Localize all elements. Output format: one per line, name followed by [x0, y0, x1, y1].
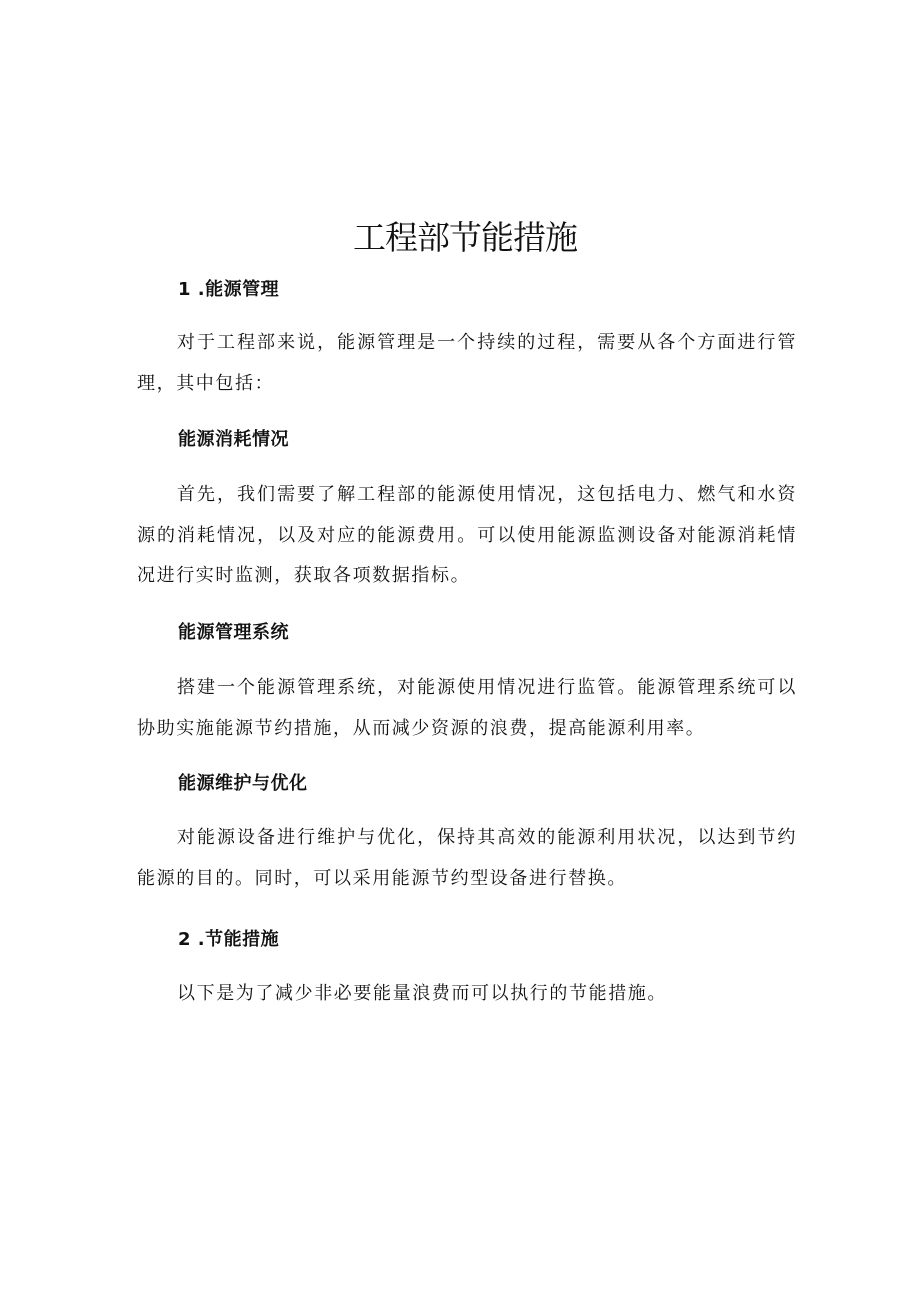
paragraph-energy-management-system: 搭建一个能源管理系统，对能源使用情况进行监管。能源管理系统可以协助实施能源节约措施，从而减少资源的浪费，提高能源利用率。: [137, 677, 797, 739]
subheading-energy-consumption: 能源消耗情况: [178, 429, 289, 450]
paragraph-energy-saving-measures: 以下是为了减少非必要能量浪费而可以执行的节能措施。: [177, 983, 667, 1004]
section-heading-energy-management: 1 .能源管理: [178, 279, 280, 300]
document-title: 工程部节能措施: [353, 218, 577, 257]
paragraph-energy-management-intro: 对于工程部来说，能源管理是一个持续的过程，需要从各个方面进行管理，其中包括：: [137, 332, 797, 394]
paragraph-energy-maintenance: 对能源设备进行维护与优化，保持其高效的能源利用状况，以达到节约能源的目的。同时，可以采用能源节约型设备进行替换。: [137, 827, 797, 889]
paragraph-energy-consumption: 首先，我们需要了解工程部的能源使用情况，这包括电力、燃气和水资源的消耗情况，以及对应的能源费用。可以使用能源监测设备对能源消耗情况进行实时监测，获取各项数据指标。: [137, 484, 797, 586]
subheading-energy-maintenance: 能源维护与优化: [178, 773, 308, 794]
subheading-energy-management-system: 能源管理系统: [178, 622, 289, 643]
section-heading-energy-saving-measures: 2 .节能措施: [178, 929, 280, 950]
